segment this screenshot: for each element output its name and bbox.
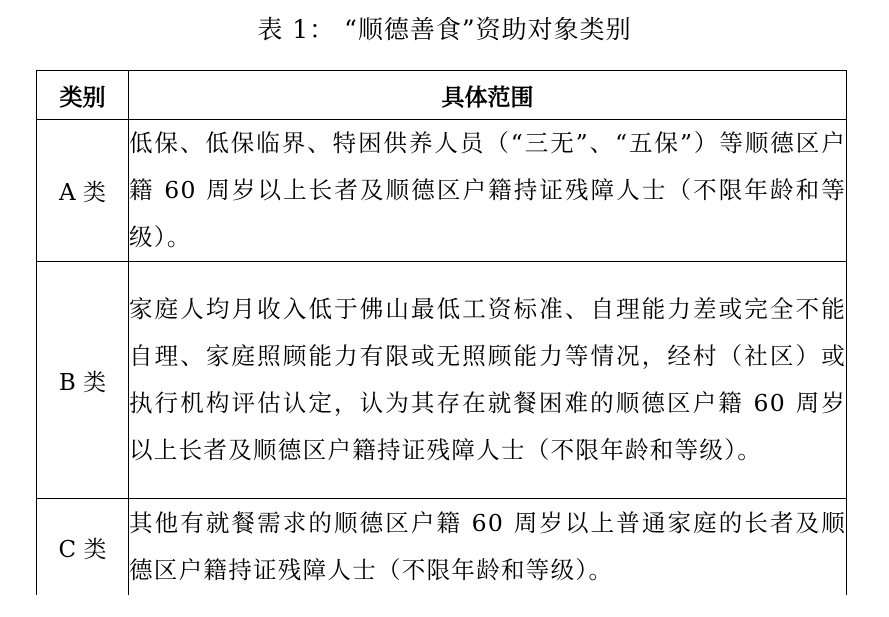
subsidy-category-table [36,70,847,595]
category-cell: A 类 [37,120,129,262]
category-cell: C 类 [37,499,129,596]
table-row [37,120,847,262]
scope-cell: 低保、低保临界、特困供养人员（“三无”、“五保”）等顺德区户籍 60 周岁以上长者及顺德区户籍持证残障人士（不限年龄和等级）。 [129,120,847,262]
column-header-category: 类别 [37,71,129,120]
table-row [37,499,847,596]
scope-cell: 其他有就餐需求的顺德区户籍 60 周岁以上普通家庭的长者及顺德区户籍持证残障人士（不限年龄和等级）。 [129,499,847,596]
table-row [37,262,847,499]
table-caption: 表 1： “顺德善食”资助对象类别 [257,15,632,44]
scope-cell: 家庭人均月收入低于佛山最低工资标准、自理能力差或完全不能自理、家庭照顾能力有限或无照顾能力等情况，经村（社区）或执行机构评估认定，认为其存在就餐困难的顺德区户籍 60 周岁以上长者及顺德区户籍持证残障人士（不限年龄和等级）。 [129,262,847,499]
category-cell: B 类 [37,262,129,499]
table-header-row [37,71,847,120]
column-header-scope: 具体范围 [129,71,847,120]
